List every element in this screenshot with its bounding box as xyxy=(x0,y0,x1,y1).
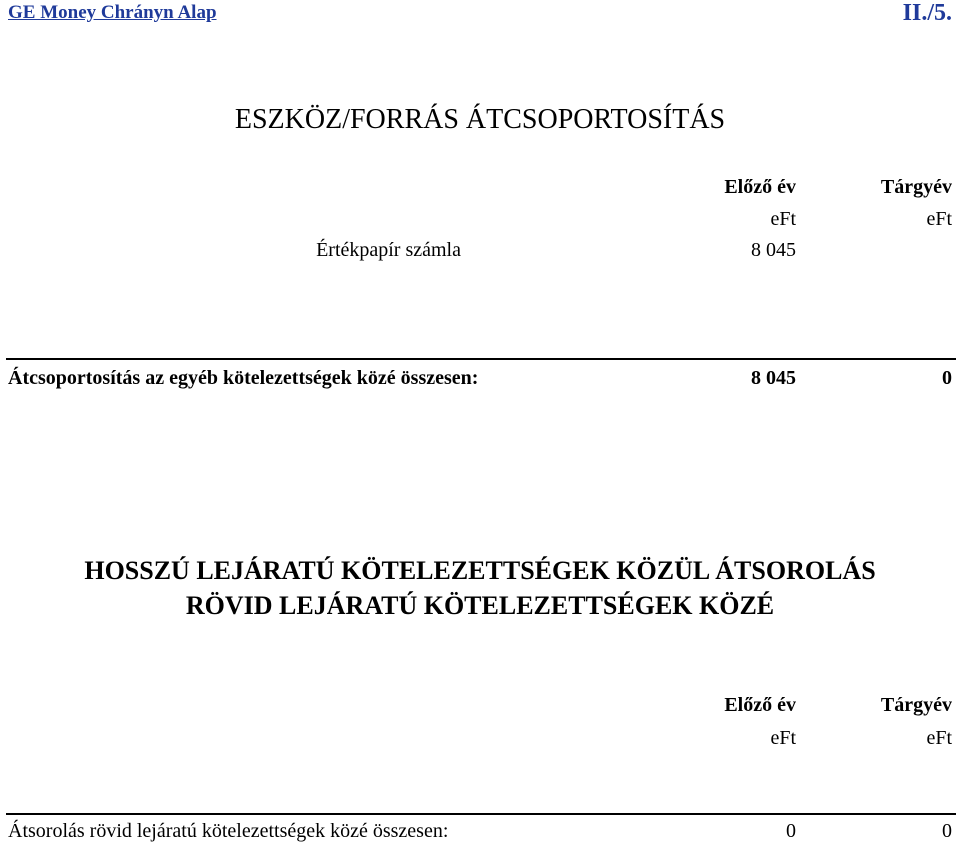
section2-col-cur-header: Tárgyév xyxy=(880,694,952,716)
section1-col-prev-header: Előző év xyxy=(724,176,796,198)
section1-row-label: Értékpapír számla xyxy=(316,239,461,261)
section2-unit-prev: eFt xyxy=(770,727,796,749)
fund-name-link[interactable]: GE Money Chrányn Alap xyxy=(8,2,217,23)
section1-row-prev-value: 8 045 xyxy=(751,239,796,261)
section2-col-prev-header: Előző év xyxy=(724,694,796,716)
section1-title: ESZKÖZ/FORRÁS ÁTCSOPORTOSÍTÁS xyxy=(234,104,726,135)
section1-total-label: Átcsoportosítás az egyéb kötelezettségek közé összesen: xyxy=(8,367,479,389)
section2-total-label: Átsorolás rövid lejáratú kötelezettségek közé összesen: xyxy=(8,820,449,842)
section1-unit-prev: eFt xyxy=(770,208,796,230)
section2-total-cur: 0 xyxy=(942,820,952,842)
section1-col-cur-header: Tárgyév xyxy=(880,176,952,198)
section1-unit-cur: eFt xyxy=(926,208,952,230)
section1-total-prev: 8 045 xyxy=(751,367,796,389)
section1-total-rule xyxy=(6,358,956,360)
section2-unit-cur: eFt xyxy=(926,727,952,749)
section2-title-line1: HOSSZÚ LEJÁRATÚ KÖTELEZETTSÉGEK KÖZÜL ÁTSOROLÁS xyxy=(84,556,876,585)
section2-title-line2: RÖVID LEJÁRATÚ KÖTELEZETTSÉGEK KÖZÉ xyxy=(185,591,775,620)
section2-total-prev: 0 xyxy=(786,820,796,842)
page-reference: II./5. xyxy=(902,0,952,26)
section2-total-rule xyxy=(6,813,956,815)
section1-total-cur: 0 xyxy=(942,367,952,389)
